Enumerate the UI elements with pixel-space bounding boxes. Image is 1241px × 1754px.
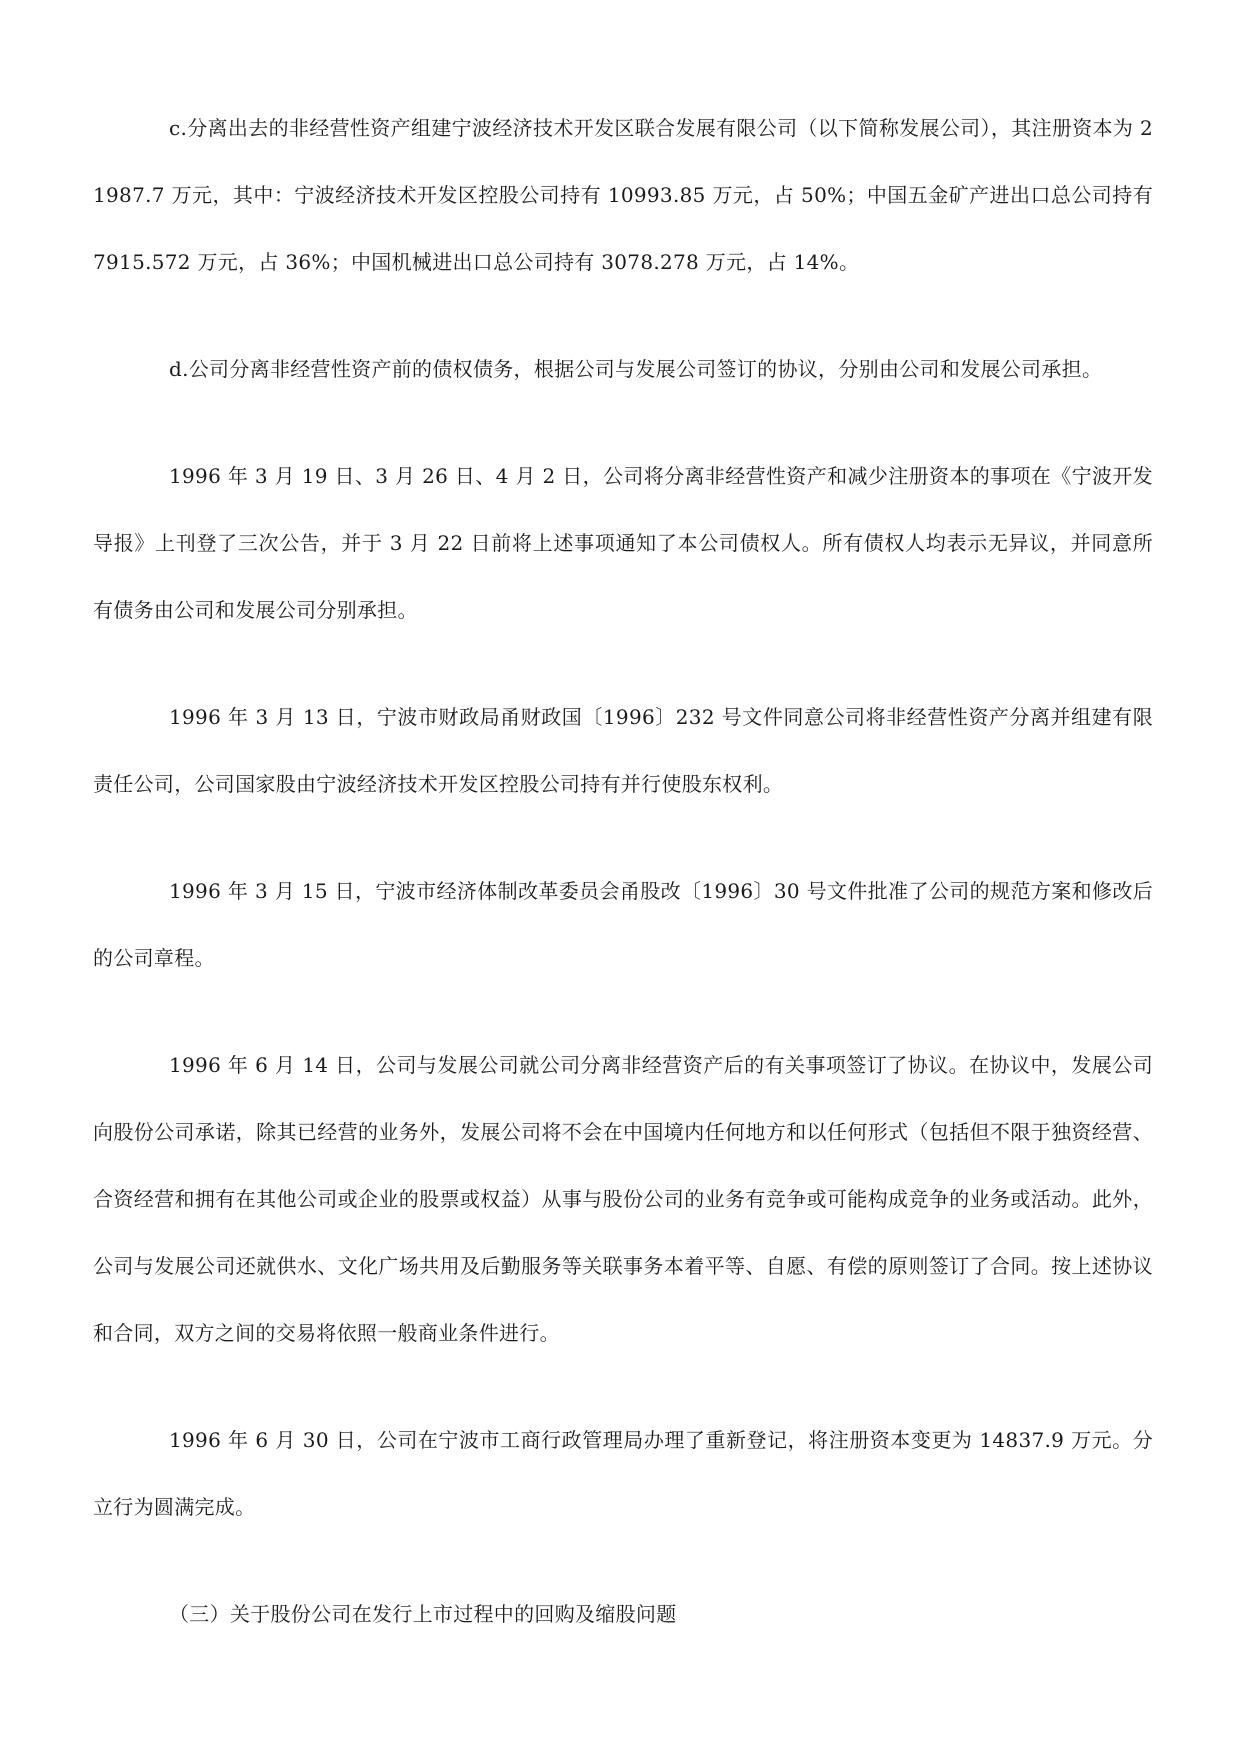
paragraph-agreement: 1996 年 6 月 14 日，公司与发展公司就公司分离非经营资产后的有关事项签订了协议。在协议中，发展公司向股份公司承诺，除其已经营的业务外，发展公司将不会在中国境内任何地方和以任何形式（包括但不限于独资经营、合资经营和拥有在其他公司或企业的股票或权益）从事与股份公司的业务有竞争或可能构成竞争的业务或活动。此外，公司与发展公司还就供水、文化广场共用及后勤服务等关联事务本着平等、自愿、有偿的原则签订了合同。按上述协议和合同，双方之间的交易将依照一般商业条件进行。 [93, 1053, 1153, 1345]
paragraph-c: c.分离出去的非经营性资产组建宁波经济技术开发区联合发展有限公司（以下简称发展公司），其注册资本为 21987.7 万元，其中：宁波经济技术开发区控股公司持有 10993.85 万元，占 50%；中国五金矿产进出口总公司持有 7915.572 万元，占 36%；中国机械进出口总公司持有 3078.278 万元，占 14%。 [93, 116, 1153, 274]
paragraph-reform-approval: 1996 年 3 月 15 日，宁波市经济体制改革委员会甬股改〔1996〕30 号文件批准了公司的规范方案和修改后的公司章程。 [93, 879, 1153, 970]
paragraph-announcement: 1996 年 3 月 19 日、3 月 26 日、4 月 2 日，公司将分离非经营性资产和减少注册资本的事项在《宁波开发导报》上刊登了三次公告，并于 3 月 22 日前将上述事项通知了本公司债权人。所有债权人均表示无异议，并同意所有债务由公司和发展公司分别承担。 [93, 464, 1153, 622]
document-page [93, 95, 1153, 1648]
paragraph-d: d.公司分离非经营性资产前的债权债务，根据公司与发展公司签订的协议，分别由公司和发展公司承担。 [169, 357, 1103, 381]
paragraph-finance-approval: 1996 年 3 月 13 日，宁波市财政局甬财政国〔1996〕232 号文件同意公司将非经营性资产分离并组建有限责任公司，公司国家股由宁波经济技术开发区控股公司持有并行使股东权利。 [93, 705, 1153, 796]
paragraph-registration: 1996 年 6 月 30 日，公司在宁波市工商行政管理局办理了重新登记，将注册资本变更为 14837.9 万元。分立行为圆满完成。 [93, 1428, 1153, 1519]
section-heading: （三）关于股份公司在发行上市过程中的回购及缩股问题 [169, 1602, 677, 1626]
